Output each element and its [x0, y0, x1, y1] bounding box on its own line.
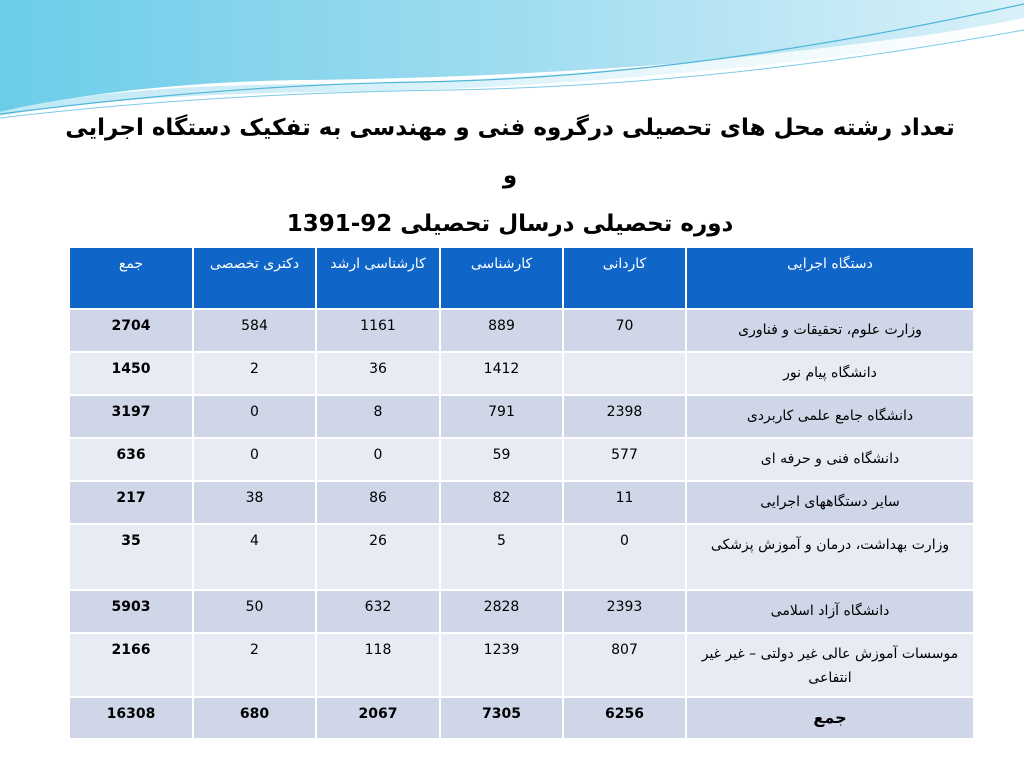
cell-total: 2704	[69, 309, 193, 352]
cell-total-phd: 680	[193, 697, 316, 739]
cell-associate	[563, 352, 686, 395]
cell-bachelor: 82	[440, 481, 563, 524]
cell-phd: 0	[193, 395, 316, 438]
cell-associate: 807	[563, 633, 686, 697]
cell-bachelor: 889	[440, 309, 563, 352]
cell-grand-total: 16308	[69, 697, 193, 739]
cell-bachelor: 59	[440, 438, 563, 481]
cell-master: 0	[316, 438, 440, 481]
cell-master: 86	[316, 481, 440, 524]
page-title	[60, 104, 960, 248]
cell-total-master: 2067	[316, 697, 440, 739]
cell-master: 8	[316, 395, 440, 438]
statistics-table	[68, 246, 975, 740]
cell-bachelor: 1239	[440, 633, 563, 697]
cell-total: 3197	[69, 395, 193, 438]
table-row	[69, 524, 974, 590]
cell-phd: 2	[193, 633, 316, 697]
header-executive-body: دستگاه اجرایی	[686, 247, 974, 309]
cell-associate: 70	[563, 309, 686, 352]
cell-total-label: جمع	[686, 697, 974, 739]
cell-total: 217	[69, 481, 193, 524]
cell-executive-body: دانشگاه پیام نور	[686, 352, 974, 395]
cell-bachelor: 1412	[440, 352, 563, 395]
cell-master: 36	[316, 352, 440, 395]
table-row	[69, 438, 974, 481]
cell-total: 2166	[69, 633, 193, 697]
cell-total: 5903	[69, 590, 193, 633]
cell-total-associate: 6256	[563, 697, 686, 739]
cell-phd: 584	[193, 309, 316, 352]
cell-phd: 4	[193, 524, 316, 590]
header-master: کارشناسی ارشد	[316, 247, 440, 309]
cell-bachelor: 791	[440, 395, 563, 438]
cell-bachelor: 2828	[440, 590, 563, 633]
header-total: جمع	[69, 247, 193, 309]
cell-executive-body: وزارت علوم، تحقیقات و فناوری	[686, 309, 974, 352]
cell-executive-body: دانشگاه جامع علمی کاربردی	[686, 395, 974, 438]
table-row	[69, 395, 974, 438]
table-total-row	[69, 697, 974, 739]
cell-executive-body: وزارت بهداشت، درمان و آموزش پزشکی	[686, 524, 974, 590]
header-bachelor: کارشناسی	[440, 247, 563, 309]
cell-total: 1450	[69, 352, 193, 395]
table-row	[69, 309, 974, 352]
cell-total: 35	[69, 524, 193, 590]
cell-executive-body: سایر دستگاههای اجرایی	[686, 481, 974, 524]
cell-total-bachelor: 7305	[440, 697, 563, 739]
header-phd: دکتری تخصصی	[193, 247, 316, 309]
cell-master: 118	[316, 633, 440, 697]
cell-phd: 50	[193, 590, 316, 633]
cell-associate: 11	[563, 481, 686, 524]
cell-associate: 2398	[563, 395, 686, 438]
table-row	[69, 590, 974, 633]
title-line-2: دوره تحصیلی درسال تحصیلی 92-1391	[286, 211, 734, 237]
cell-executive-body: دانشگاه فنی و حرفه ای	[686, 438, 974, 481]
table-row	[69, 352, 974, 395]
cell-phd: 0	[193, 438, 316, 481]
table-header-row	[69, 247, 974, 309]
cell-bachelor: 5	[440, 524, 563, 590]
cell-executive-body: موسسات آموزش عالی غیر دولتی – غیر غیر انتفاعی	[686, 633, 974, 697]
title-line-1: تعداد رشته محل های تحصیلی درگروه فنی و مهندسی به تفکیک دستگاه اجرایی و	[65, 115, 955, 189]
cell-associate: 0	[563, 524, 686, 590]
cell-executive-body: دانشگاه آزاد اسلامی	[686, 590, 974, 633]
cell-associate: 2393	[563, 590, 686, 633]
cell-master: 26	[316, 524, 440, 590]
cell-phd: 2	[193, 352, 316, 395]
table-row	[69, 633, 974, 697]
table-row	[69, 481, 974, 524]
cell-total: 636	[69, 438, 193, 481]
header-associate: کاردانی	[563, 247, 686, 309]
header-wave-decoration	[0, 0, 1024, 120]
cell-master: 1161	[316, 309, 440, 352]
cell-associate: 577	[563, 438, 686, 481]
cell-master: 632	[316, 590, 440, 633]
cell-phd: 38	[193, 481, 316, 524]
